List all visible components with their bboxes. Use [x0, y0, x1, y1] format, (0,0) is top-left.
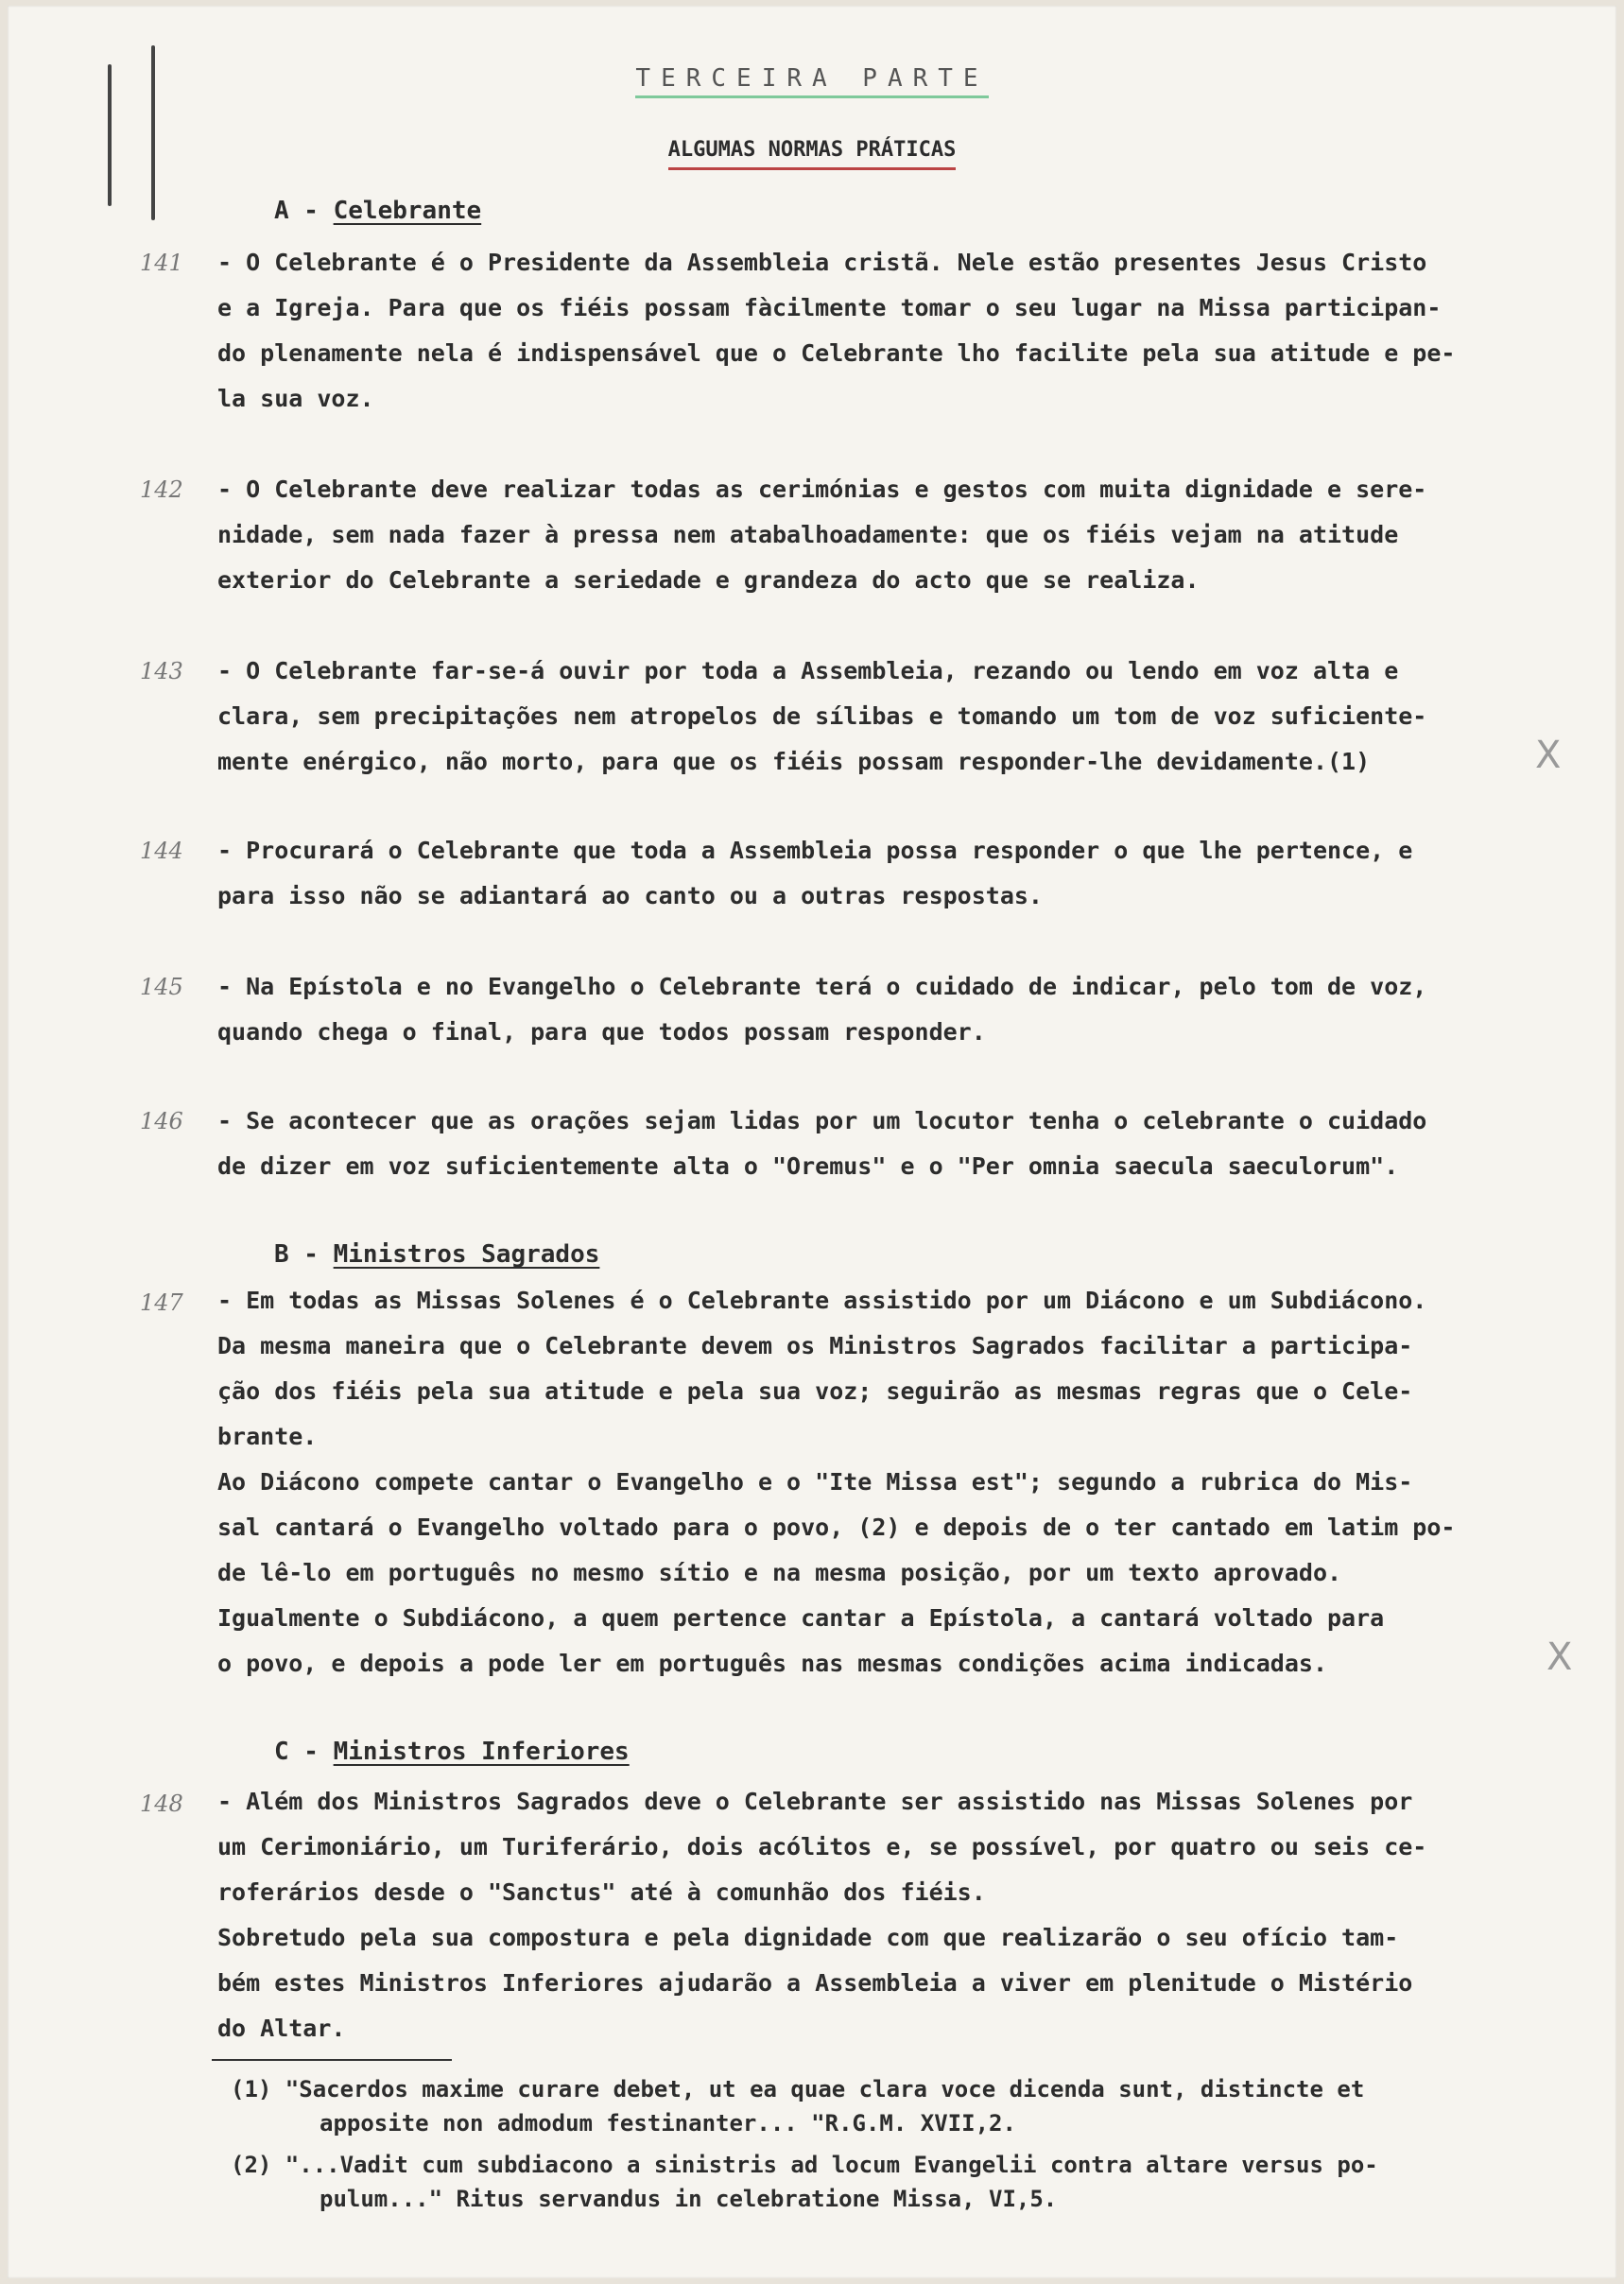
- section-b-heading: B - Ministros Sagrados: [274, 1240, 600, 1269]
- paragraph-147: - Em todas as Missas Solenes é o Celebrante assistido por um Diácono e um Subdiácono. Da mesma maneira que o Celebrante devem os Ministros Sagrados facilitar a participa- ção dos fiéis pela sua atitude e pela sua voz; seguirão as mesmas regras que o Cele- brante. Ao Diácono compete cantar o Evangelho e o "Ite Missa est"; segundo a rubrica do Mis- sal cantará o Evangelho voltado para o povo, (2) e depois de o ter cantado em latim po- de lê-lo em português no mesmo sítio e na mesma posição, por um texto aprovado. Igualmente o Subdiácono, a quem pertence cantar a Epístola, a cantará voltado para o povo, e depois a pode ler em português nas mesmas condições acima indicadas.: [217, 1287, 1456, 1677]
- paragraph-145: - Na Epístola e no Evangelho o Celebrante terá o cuidado de indicar, pelo tom de voz, quando chega o final, para que todos possam responder.: [217, 973, 1427, 1046]
- margin-number-148: 148: [140, 1791, 183, 1817]
- footnote-1: (1) "Sacerdos maxime curare debet, ut ea quae clara voce dicenda sunt, distincte et apposite non admodum festinanter... "R.G.M. XVII,2.: [231, 2076, 1365, 2137]
- binding-marks: [102, 26, 168, 234]
- paragraph-143: - O Celebrante far-se-á ouvir por toda a Assembleia, rezando ou lendo em voz alta e clara, sem precipitações nem atropelos de sílibas e tomando um tom de voz suficiente- mente enérgico, não morto, para que os fiéis possam responder-lhe devidamente.(1): [217, 657, 1427, 775]
- paragraph-141: - O Celebrante é o Presidente da Assembleia cristã. Nele estão presentes Jesus Cristo e a Igreja. Para que os fiéis possam fàcilmente tomar o seu lugar na Missa participan- do plenamente nela é indispensável que o Celebrante lho facilite pela sua atitude e pe- la sua voz.: [217, 249, 1456, 412]
- margin-number-145: 145: [140, 974, 183, 1000]
- footnote-divider: [212, 2059, 452, 2061]
- margin-x-mark: X: [1546, 1635, 1573, 1679]
- margin-number-144: 144: [140, 838, 183, 864]
- section-a-heading: A - Celebrante: [274, 197, 482, 225]
- part-title: TERCEIRA PARTE: [8, 64, 1616, 93]
- margin-number-147: 147: [140, 1289, 183, 1316]
- footnote-2: (2) "...Vadit cum subdiacono a sinistris ad locum Evangelii contra altare versus po- pulum..." Ritus servandus in celebratione Missa, VI,5.: [231, 2152, 1378, 2212]
- paragraph-146: - Se acontecer que as orações sejam lidas por um locutor tenha o celebrante o cuidado de dizer em voz suficientemente alta o "Oremus" e o "Per omnia saecula saeculorum".: [217, 1107, 1427, 1180]
- section-title: ALGUMAS NORMAS PRÁTICAS: [8, 138, 1616, 162]
- section-c-heading: C - Ministros Inferiores: [274, 1738, 630, 1766]
- paragraph-144: - Procurará o Celebrante que toda a Assembleia possa responder o que lhe pertence, e para isso não se adiantará ao canto ou a outras respostas.: [217, 837, 1413, 909]
- margin-number-141: 141: [140, 250, 183, 276]
- paragraph-148: - Além dos Ministros Sagrados deve o Celebrante ser assistido nas Missas Solenes por um Cerimoniário, um Turiferário, dois acólitos e, se possível, por quatro ou seis ce- roferários desde o "Sanctus" até à comunhão dos fiéis. Sobretudo pela sua compostura e pela dignidade com que realizarão o seu ofício tam- bém estes Ministros Inferiores ajudarão a Assembleia a viver em plenitude o Mistério do Altar.: [217, 1788, 1427, 2042]
- margin-number-142: 142: [140, 476, 183, 503]
- margin-number-146: 146: [140, 1108, 183, 1134]
- margin-x-mark: X: [1535, 734, 1562, 777]
- document-page: [8, 6, 1616, 2278]
- paragraph-142: - O Celebrante deve realizar todas as cerimónias e gestos com muita dignidade e sere- nidade, sem nada fazer à pressa nem atabalhoadamente: que os fiéis vejam na atitude exterior do Celebrante a seriedade e grandeza do acto que se realiza.: [217, 476, 1427, 594]
- margin-number-143: 143: [140, 658, 183, 684]
